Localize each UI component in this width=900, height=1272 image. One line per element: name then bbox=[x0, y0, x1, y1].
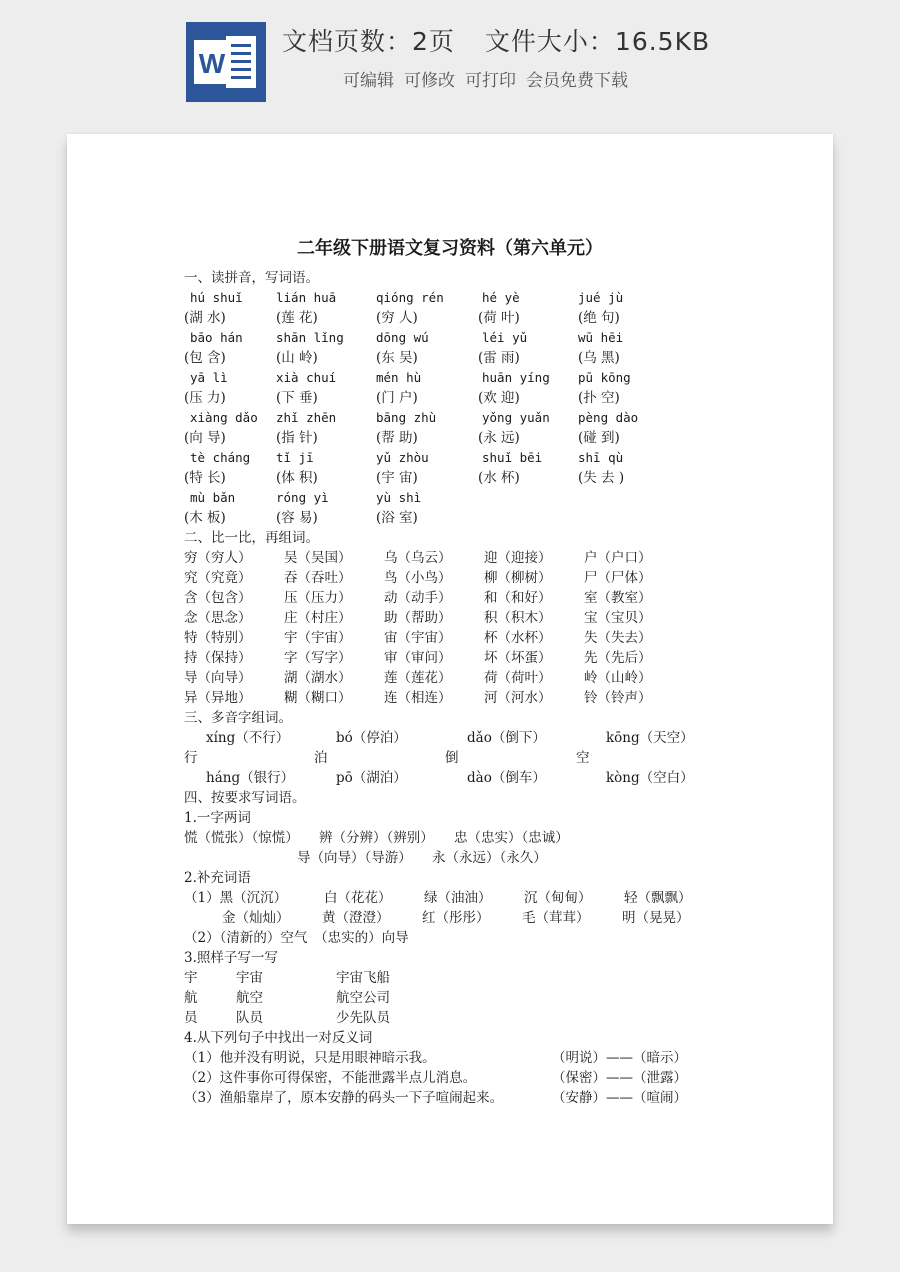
word-cell: (木 板) bbox=[184, 510, 226, 526]
polyphone-reading: bó（停泊） bbox=[336, 730, 407, 746]
word-cell: (莲 花) bbox=[276, 310, 318, 326]
compare-word-cell: 字（写字） bbox=[284, 650, 352, 666]
compare-word-cell: 连（相连） bbox=[384, 690, 452, 706]
word-cell: (指 针) bbox=[276, 430, 318, 446]
compare-word-cell: 坏（坏蛋） bbox=[484, 650, 552, 666]
pinyin-cell: tè cháng bbox=[190, 450, 251, 465]
part-1-row: 导（向导）（导游） 永（永远）（永久） bbox=[297, 850, 547, 866]
word-cell: (荷 叶) bbox=[478, 310, 520, 326]
supplement-word: （1）黑（沉沉） bbox=[184, 890, 288, 906]
pinyin-cell: hé yè bbox=[482, 290, 520, 305]
perm-member-download: 会员免费下载 bbox=[526, 71, 628, 91]
word-cell: (湖 水) bbox=[184, 310, 226, 326]
polyphone-reading: dǎo（倒下） bbox=[467, 730, 546, 746]
example-phrase: 航空公司 bbox=[336, 990, 390, 1006]
perm-printable: 可打印 bbox=[465, 71, 516, 91]
example-char: 航 bbox=[184, 990, 198, 1006]
pinyin-cell: lián huā bbox=[276, 290, 337, 305]
supplement-word: 轻（飘飘） bbox=[624, 890, 692, 906]
part-3-label: 3.照样子写一写 bbox=[184, 950, 278, 966]
part-4-label: 4.从下列句子中找出一对反义词 bbox=[184, 1030, 373, 1046]
supplement-word: 沉（甸甸） bbox=[524, 890, 592, 906]
part-2-row: （2）（清新的）空气 （忠实的）向导 bbox=[184, 930, 409, 946]
compare-word-cell: 动（动手） bbox=[384, 590, 452, 606]
word-cell: (水 杯) bbox=[478, 470, 520, 486]
pinyin-cell: pū kōng bbox=[578, 370, 631, 385]
pinyin-cell: yā lì bbox=[190, 370, 228, 385]
compare-word-cell: 助（帮助） bbox=[384, 610, 452, 626]
pinyin-cell: róng yì bbox=[276, 490, 329, 505]
compare-word-cell: 户（户口） bbox=[584, 550, 652, 566]
example-char: 员 bbox=[184, 1010, 198, 1026]
antonym-sentence: （2）这件事你可得保密，不能泄露半点儿消息。 bbox=[184, 1070, 477, 1086]
polyphone-char: 倒 bbox=[445, 750, 459, 766]
pinyin-cell: shī qù bbox=[578, 450, 624, 465]
compare-word-cell: 室（教室） bbox=[584, 590, 652, 606]
document-title: 二年级下册语文复习资料（第六单元） bbox=[297, 238, 603, 259]
compare-word-cell: 岭（山岭） bbox=[584, 670, 652, 686]
pinyin-cell: mù bǎn bbox=[190, 490, 236, 505]
antonym-sentence: （3）渔船靠岸了，原本安静的码头一下子喧闹起来。 bbox=[184, 1090, 504, 1106]
word-cell: (山 岭) bbox=[276, 350, 318, 366]
compare-word-cell: 审（审问） bbox=[384, 650, 452, 666]
word-cell: (特 长) bbox=[184, 470, 226, 486]
svg-text:W: W bbox=[198, 48, 226, 79]
polyphone-char: 泊 bbox=[314, 750, 328, 766]
compare-word-cell: 糊（糊口） bbox=[284, 690, 352, 706]
compare-word-cell: 吴（吴国） bbox=[284, 550, 352, 566]
pinyin-cell: qióng rén bbox=[376, 290, 444, 305]
antonym-pair: （保密）——（泄露） bbox=[552, 1070, 687, 1086]
word-cell: (绝 句) bbox=[578, 310, 620, 326]
compare-word-cell: 柳（柳树） bbox=[484, 570, 552, 586]
pinyin-cell: jué jù bbox=[578, 290, 624, 305]
compare-word-cell: 荷（荷叶） bbox=[484, 670, 552, 686]
word-cell: (帮 助) bbox=[376, 430, 418, 446]
compare-word-cell: 失（失去） bbox=[584, 630, 652, 646]
part-1-row: 慌（慌张）（惊慌） 辨（分辨）（辨别） 忠（忠实）（忠诚） bbox=[184, 830, 569, 846]
page-count: 文档页数：2页 bbox=[282, 27, 455, 56]
word-cell: (门 户) bbox=[376, 390, 418, 406]
compare-word-cell: 究（究竟） bbox=[184, 570, 252, 586]
word-cell: (东 吴) bbox=[376, 350, 418, 366]
word-cell: (压 力) bbox=[184, 390, 226, 406]
word-cell: (容 易) bbox=[276, 510, 318, 526]
pinyin-cell: tǐ jī bbox=[276, 450, 314, 465]
word-cell: (体 积) bbox=[276, 470, 318, 486]
example-word: 队员 bbox=[236, 1010, 263, 1026]
word-cell: (下 垂) bbox=[276, 390, 318, 406]
pinyin-cell: léi yǔ bbox=[482, 330, 528, 345]
compare-word-cell: 鸟（小鸟） bbox=[384, 570, 452, 586]
antonym-pair: （明说）——（暗示） bbox=[552, 1050, 687, 1066]
compare-word-cell: 宝（宝贝） bbox=[584, 610, 652, 626]
compare-word-cell: 湖（湖水） bbox=[284, 670, 352, 686]
example-word: 航空 bbox=[236, 990, 263, 1006]
example-char: 宇 bbox=[184, 970, 198, 986]
supplement-word: 金（灿灿） bbox=[222, 910, 290, 926]
supplement-word: 明（晃晃） bbox=[622, 910, 690, 926]
compare-word-cell: 积（积木） bbox=[484, 610, 552, 626]
pinyin-cell: xià chuí bbox=[276, 370, 337, 385]
example-phrase: 宇宙飞船 bbox=[336, 970, 390, 986]
pinyin-cell: hú shuǐ bbox=[190, 290, 243, 305]
compare-word-cell: 含（包含） bbox=[184, 590, 252, 606]
example-phrase: 少先队员 bbox=[336, 1010, 390, 1026]
polyphone-reading: pō（湖泊） bbox=[336, 770, 407, 786]
word-cell: (碰 到) bbox=[578, 430, 620, 446]
compare-word-cell: 持（保持） bbox=[184, 650, 252, 666]
polyphone-reading: dào（倒车） bbox=[467, 770, 546, 786]
supplement-word: 白（花花） bbox=[324, 890, 392, 906]
word-cell: (雷 雨) bbox=[478, 350, 520, 366]
supplement-word: 毛（茸茸） bbox=[522, 910, 590, 926]
word-cell: (扑 空) bbox=[578, 390, 620, 406]
perm-modifiable: 可修改 bbox=[404, 71, 455, 91]
compare-word-cell: 导（向导） bbox=[184, 670, 252, 686]
compare-word-cell: 迎（迎接） bbox=[484, 550, 552, 566]
word-cell: (包 含) bbox=[184, 350, 226, 366]
compare-word-cell: 庄（村庄） bbox=[284, 610, 352, 626]
compare-word-cell: 和（和好） bbox=[484, 590, 552, 606]
compare-word-cell: 穷（穷人） bbox=[184, 550, 252, 566]
compare-word-cell: 吞（吞吐） bbox=[284, 570, 352, 586]
compare-word-cell: 杯（水杯） bbox=[484, 630, 552, 646]
section-4-heading: 四、按要求写词语。 bbox=[184, 790, 306, 806]
polyphone-reading: kōng（天空） bbox=[606, 730, 694, 746]
polyphone-char: 空 bbox=[576, 750, 590, 766]
pinyin-cell: zhǐ zhēn bbox=[276, 410, 337, 425]
word-doc-icon bbox=[186, 22, 266, 102]
compare-word-cell: 宇（宇宙） bbox=[284, 630, 352, 646]
polyphone-reading: xíng（不行） bbox=[206, 730, 290, 746]
word-cell: (乌 黑) bbox=[578, 350, 620, 366]
pinyin-cell: huān yíng bbox=[482, 370, 550, 385]
compare-word-cell: 尸（尸体） bbox=[584, 570, 652, 586]
section-3-heading: 三、多音字组词。 bbox=[184, 710, 292, 726]
antonym-sentence: （1）他并没有明说，只是用眼神暗示我。 bbox=[184, 1050, 436, 1066]
compare-word-cell: 异（异地） bbox=[184, 690, 252, 706]
pinyin-cell: shān lǐng bbox=[276, 330, 344, 345]
compare-word-cell: 河（河水） bbox=[484, 690, 552, 706]
word-cell: (浴 室) bbox=[376, 510, 418, 526]
compare-word-cell: 先（先后） bbox=[584, 650, 652, 666]
polyphone-reading: háng（银行） bbox=[206, 770, 295, 786]
word-cell: (永 远) bbox=[478, 430, 520, 446]
compare-word-cell: 特（特别） bbox=[184, 630, 252, 646]
pinyin-cell: bāo hán bbox=[190, 330, 243, 345]
example-word: 宇宙 bbox=[236, 970, 263, 986]
part-2-label: 2.补充词语 bbox=[184, 870, 251, 886]
pinyin-cell: yǔ zhòu bbox=[376, 450, 429, 465]
compare-word-cell: 乌（乌云） bbox=[384, 550, 452, 566]
perm-editable: 可编辑 bbox=[343, 71, 394, 91]
pinyin-cell: dōng wú bbox=[376, 330, 429, 345]
compare-word-cell: 铃（铃声） bbox=[584, 690, 652, 706]
word-cell: (穷 人) bbox=[376, 310, 418, 326]
pinyin-cell: xiàng dǎo bbox=[190, 410, 258, 425]
compare-word-cell: 莲（莲花） bbox=[384, 670, 452, 686]
permissions bbox=[343, 66, 628, 91]
word-cell: (欢 迎) bbox=[478, 390, 520, 406]
pinyin-cell: bāng zhù bbox=[376, 410, 437, 425]
pinyin-cell: yù shì bbox=[376, 490, 422, 505]
pinyin-cell: wū hēi bbox=[578, 330, 624, 345]
pinyin-cell: mén hù bbox=[376, 370, 422, 385]
file-size: 文件大小：16.5KB bbox=[484, 27, 711, 56]
supplement-word: 绿（油油） bbox=[424, 890, 492, 906]
compare-word-cell: 宙（宇宙） bbox=[384, 630, 452, 646]
section-1-heading: 一、读拼音，写词语。 bbox=[184, 270, 319, 286]
word-cell: (宇 宙) bbox=[376, 470, 418, 486]
antonym-pair: （安静）——（喧闹） bbox=[552, 1090, 687, 1106]
word-cell: (向 导) bbox=[184, 430, 226, 446]
section-2-heading: 二、比一比，再组词。 bbox=[184, 530, 319, 546]
pinyin-cell: yǒng yuǎn bbox=[482, 410, 550, 425]
document-info-header bbox=[0, 0, 900, 115]
polyphone-reading: kòng（空白） bbox=[606, 770, 694, 786]
pinyin-cell: shuǐ bēi bbox=[482, 450, 543, 465]
polyphone-char: 行 bbox=[184, 750, 198, 766]
compare-word-cell: 念（思念） bbox=[184, 610, 252, 626]
compare-word-cell: 压（压力） bbox=[284, 590, 352, 606]
part-1-label: 1.一字两词 bbox=[184, 810, 251, 826]
word-cell: (失 去 ) bbox=[578, 470, 625, 486]
file-meta bbox=[282, 22, 710, 58]
supplement-word: 红（彤彤） bbox=[422, 910, 490, 926]
supplement-word: 黄（澄澄） bbox=[322, 910, 390, 926]
pinyin-cell: pèng dào bbox=[578, 410, 639, 425]
